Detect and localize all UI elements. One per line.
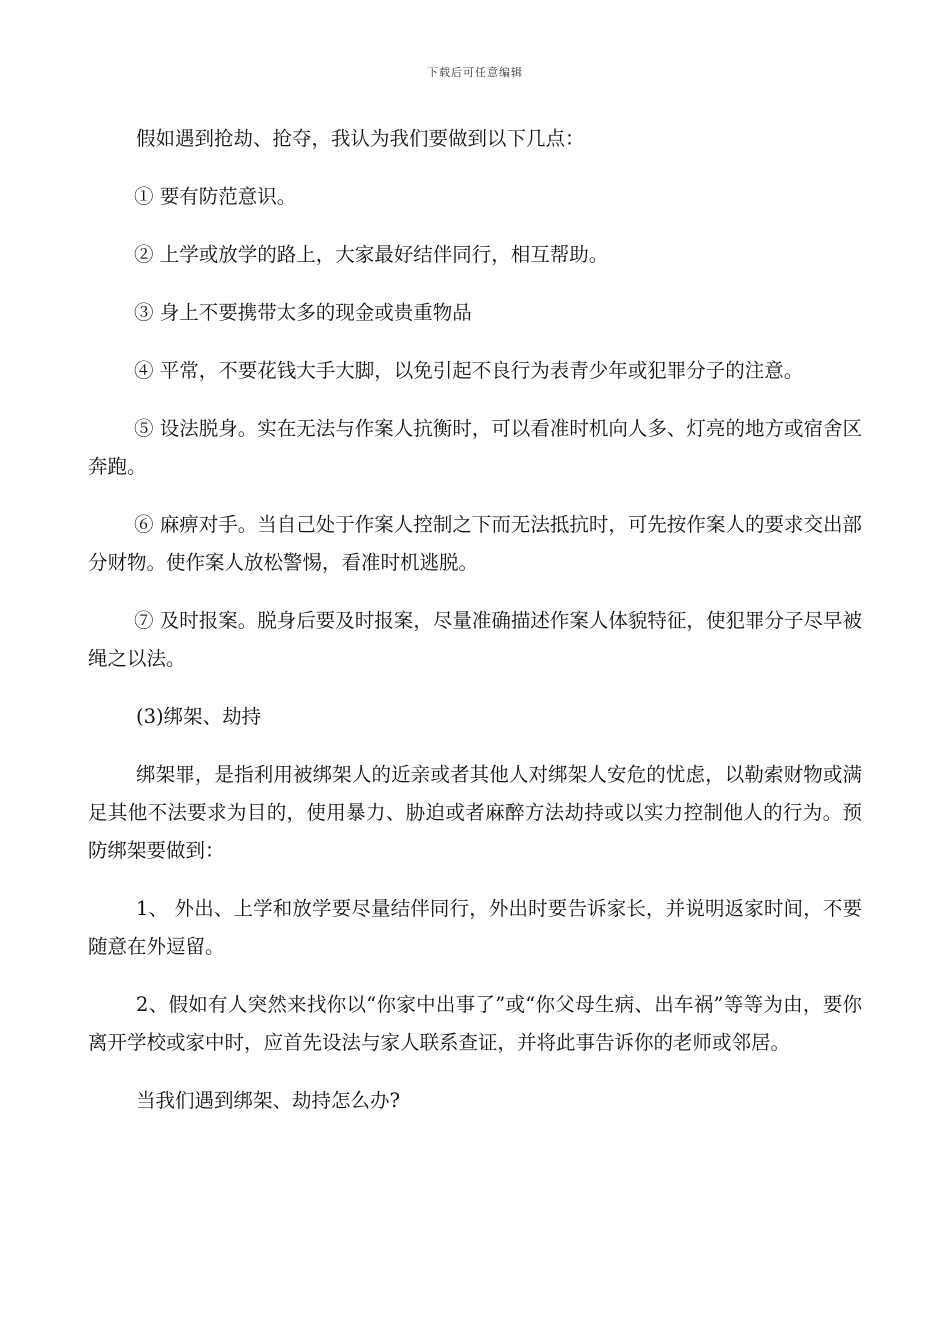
paragraph-item-3: ③ 身上不要携带太多的现金或贵重物品 [134,301,472,324]
paragraph-item-7: ⑦ 及时报案。脱身后要及时报案，尽量准确描述作案人体貌特征，使犯罪分子尽早被绳之以法。 [88,609,862,670]
paragraph-prevention-2: 2、假如有人突然来找你以“你家中出事了”或“你父母生病、出车祸”等等为由，要你离开学校或家中时，应首先设法与家人联系查证，并将此事告诉你的老师或邻居。 [88,993,862,1054]
document-body [88,120,862,1140]
paragraph-intro: 假如遇到抢劫、抢夺，我认为我们要做到以下几点： [136,127,585,150]
paragraph-item-6: ⑥ 麻痹对手。当自己处于作案人控制之下而无法抵抗时，可先按作案人的要求交出部分财物。使作案人放松警惕，看准时机逃脱。 [88,513,862,574]
paragraph-item-4: ④ 平常，不要花钱大手大脚，以免引起不良行为表青少年或犯罪分子的注意。 [134,359,804,382]
paragraph-definition: 绑架罪，是指利用被绑架人的近亲或者其他人对绑架人安危的忧虑，以勒索财物或满足其他不法要求为目的，使用暴力、胁迫或者麻醉方法劫持或以实力控制他人的行为。预防绑架要做到： [88,763,862,862]
paragraph-prevention-1: 1、 外出、上学和放学要尽量结伴同行，外出时要告诉家长，并说明返家时间，不要随意在外逗留。 [88,897,862,958]
paragraph-item-5: ⑤ 设法脱身。实在无法与作案人抗衡时，可以看准时机向人多、灯亮的地方或宿舍区奔跑。 [88,417,862,478]
paragraph-item-2: ② 上学或放学的路上，大家最好结伴同行，相互帮助。 [134,243,609,266]
paragraph-item-1: ① 要有防范意识。 [134,185,297,208]
section-heading-kidnapping: (3)绑架、劫持 [136,705,262,728]
paragraph-question: 当我们遇到绑架、劫持怎么办? [136,1089,400,1112]
page-header: 下载后可任意编辑 [427,66,523,79]
